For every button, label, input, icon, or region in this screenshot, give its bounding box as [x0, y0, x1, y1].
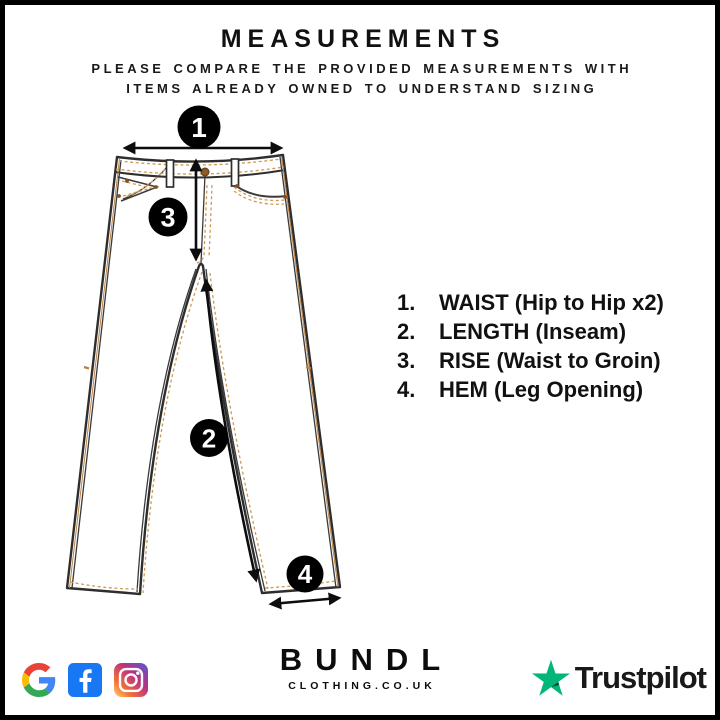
legend-item-waist: [397, 288, 664, 317]
svg-text:3: 3: [160, 202, 176, 233]
subtitle-line-2: ITEMS ALREADY OWNED TO UNDERSTAND SIZING: [126, 81, 598, 96]
legend-number: 4.: [397, 377, 416, 402]
svg-text:4: 4: [297, 559, 313, 589]
marker-3-rise: [149, 198, 188, 237]
svg-text:1: 1: [191, 112, 207, 143]
trustpilot-logo: [532, 659, 706, 697]
legend-label: RISE (Waist to Groin): [439, 348, 661, 373]
trustpilot-wordmark: Trustpilot: [574, 660, 706, 695]
marker-1-waist: [178, 106, 221, 149]
marker-4-hem: [287, 556, 324, 593]
brand-name: BUNDL: [279, 642, 454, 677]
legend-item-length: [397, 317, 664, 346]
marker-2-length: [190, 419, 228, 457]
measurement-legend: [397, 288, 664, 404]
hem-arrow: [271, 598, 339, 604]
jeans-button: [201, 168, 209, 176]
legend-number: 2.: [397, 319, 416, 344]
jeans-measurement-diagram: [55, 105, 395, 635]
legend-label: WAIST (Hip to Hip x2): [439, 290, 664, 315]
legend-label: LENGTH (Inseam): [439, 319, 627, 344]
legend-number: 1.: [397, 290, 416, 315]
svg-text:2: 2: [201, 423, 217, 454]
legend-item-hem: [397, 375, 664, 404]
legend-item-rise: [397, 346, 664, 375]
subtitle: [5, 59, 719, 99]
legend-label: HEM (Leg Opening): [439, 377, 644, 402]
header: [5, 24, 715, 99]
trustpilot-star-icon: [532, 659, 570, 697]
brand-domain: CLOTHING.CO.UK: [288, 680, 436, 692]
subtitle-line-1: PLEASE COMPARE THE PROVIDED MEASUREMENTS WITH: [91, 61, 633, 76]
legend-number: 3.: [397, 348, 416, 373]
page-title: MEASUREMENTS: [220, 25, 506, 53]
